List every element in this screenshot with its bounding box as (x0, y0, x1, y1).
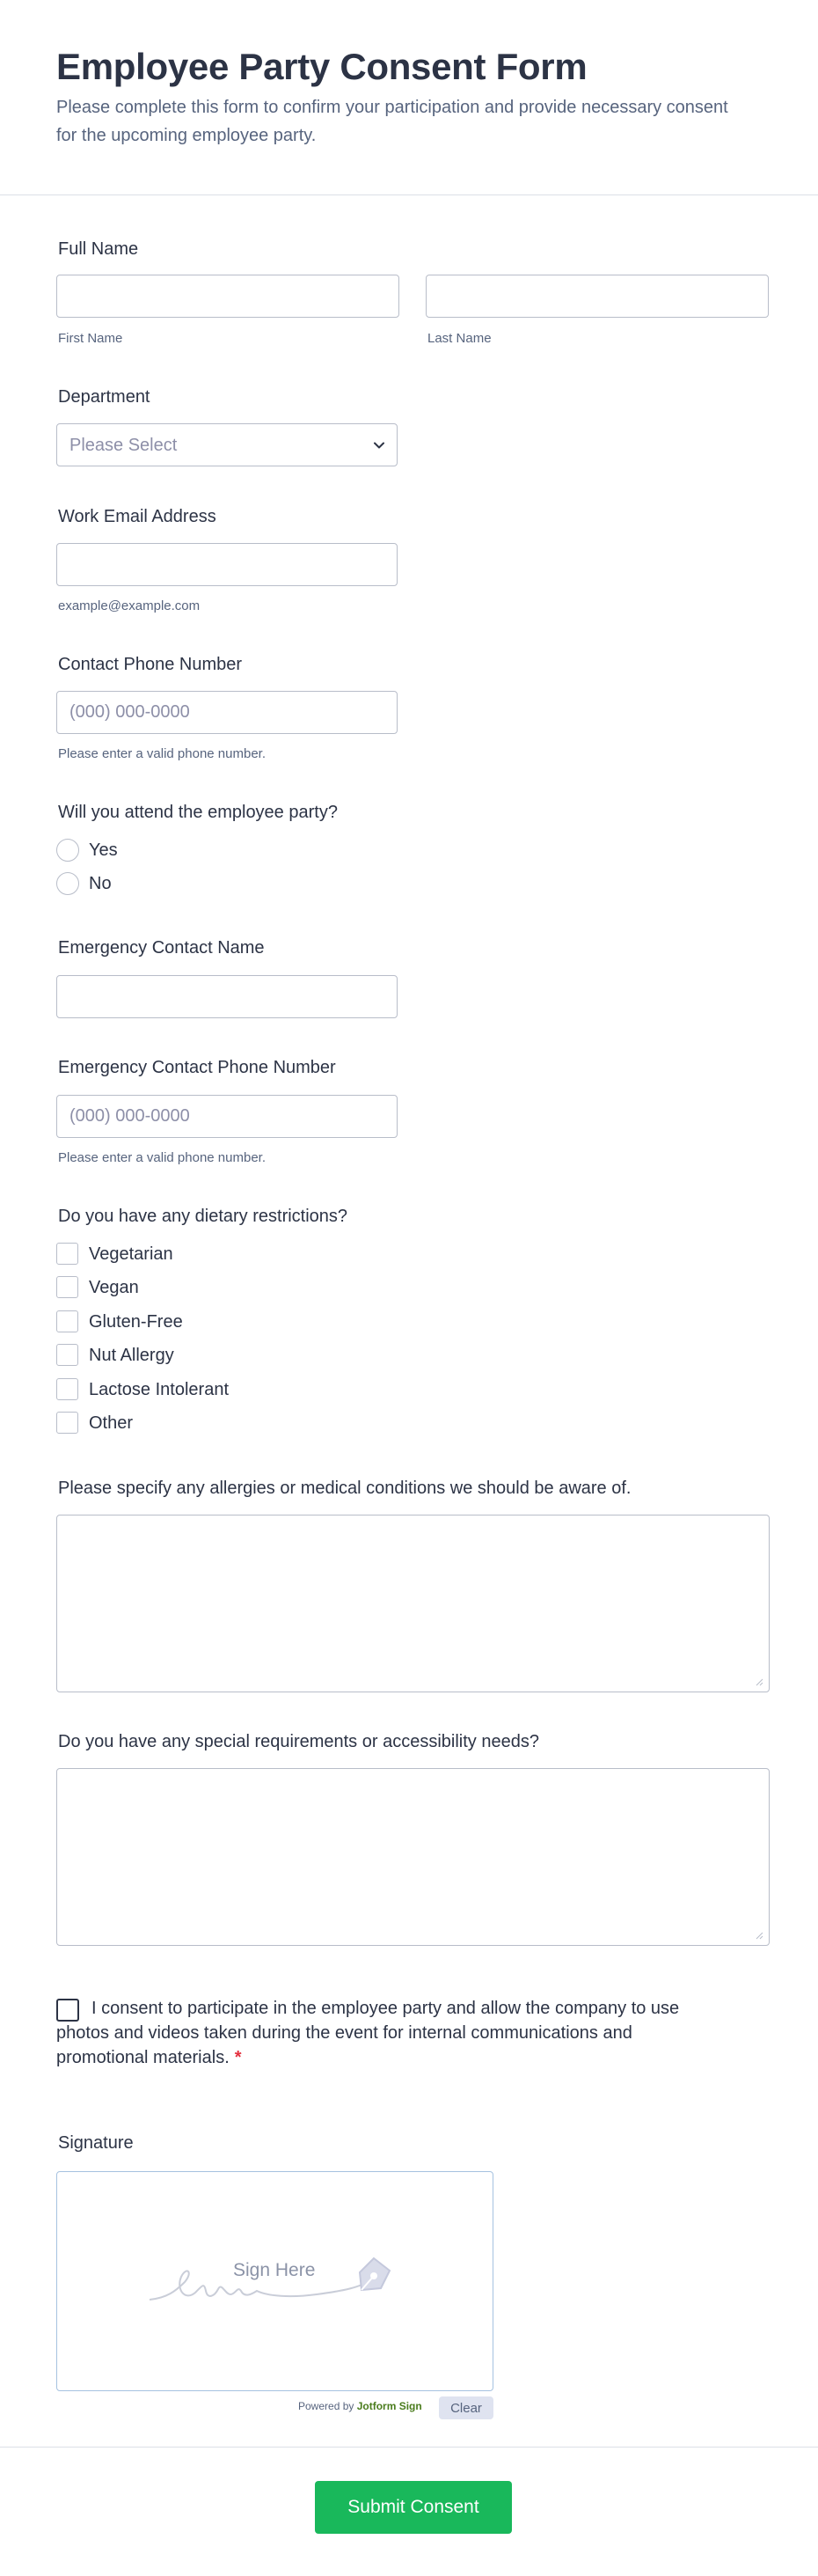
attend-option-label: No (89, 874, 112, 893)
dietary-option-nut-allergy[interactable] (56, 1344, 320, 1367)
emergency-name-label: Emergency Contact Name (58, 938, 265, 958)
phone-input[interactable] (56, 691, 398, 734)
emergency-phone-label: Emergency Contact Phone Number (58, 1058, 336, 1077)
dietary-option-label: Other (89, 1413, 134, 1433)
emergency-phone-input[interactable] (56, 1095, 398, 1138)
department-placeholder: Please Select (69, 436, 178, 455)
dietary-option-label: Vegetarian (89, 1244, 173, 1264)
dietary-option-gluten-free[interactable] (56, 1310, 320, 1333)
dietary-option-label: Vegan (89, 1278, 139, 1297)
dietary-option-label: Gluten-Free (89, 1312, 183, 1332)
attend-option-label: Yes (89, 840, 118, 860)
form-header (0, 0, 818, 195)
dietary-option-other[interactable] (56, 1412, 320, 1435)
emergency-name-input[interactable] (56, 975, 398, 1018)
powered-by (298, 2400, 422, 2412)
phone-label: Contact Phone Number (58, 655, 243, 674)
checkbox[interactable] (56, 1310, 78, 1332)
checkbox[interactable] (56, 1378, 78, 1400)
department-label: Department (58, 387, 150, 407)
radio-button[interactable] (56, 839, 79, 862)
signature-placeholder: Sign Here (233, 2260, 316, 2280)
special-textarea[interactable] (56, 1768, 770, 1946)
jotform-sign-brand: Jotform Sign (356, 2400, 422, 2412)
signature-label: Signature (58, 2133, 134, 2153)
powered-by-text: Powered by (298, 2400, 354, 2412)
department-select[interactable] (56, 423, 398, 466)
resize-grip-icon[interactable] (755, 1931, 763, 1940)
clear-signature-button[interactable]: Clear (439, 2396, 493, 2419)
checkbox[interactable] (56, 1412, 78, 1434)
chevron-down-icon (370, 437, 388, 454)
form-footer (0, 2447, 818, 2576)
checkbox[interactable] (56, 1276, 78, 1298)
checkbox[interactable] (56, 1243, 78, 1265)
dietary-option-lactose-intolerant[interactable] (56, 1378, 320, 1401)
pen-icon (354, 2255, 395, 2295)
dietary-option-vegetarian[interactable] (56, 1243, 320, 1266)
emergency-phone-sublabel: Please enter a valid phone number. (58, 1150, 266, 1165)
signature-pad[interactable] (56, 2171, 493, 2391)
radio-button[interactable] (56, 872, 79, 895)
dietary-option-vegan[interactable] (56, 1276, 320, 1299)
resize-grip-icon[interactable] (755, 1677, 763, 1686)
submit-button[interactable]: Submit Consent (315, 2481, 512, 2534)
email-input[interactable] (56, 543, 398, 586)
first-name-input[interactable] (56, 275, 399, 318)
full-name-label: Full Name (58, 239, 139, 259)
last-name-input[interactable] (426, 275, 769, 318)
consent-checkbox[interactable] (56, 1999, 79, 2022)
special-label: Do you have any special requirements or accessibility needs? (58, 1732, 539, 1751)
first-name-sublabel: First Name (58, 331, 123, 346)
dietary-option-label: Lactose Intolerant (89, 1380, 229, 1399)
form-title: Employee Party Consent Form (56, 46, 588, 87)
consent-text: I consent to participate in the employee party and allow the company to use photos and videos taken during the event for internal communications and promotional materials. (56, 1999, 680, 2067)
attend-label: Will you attend the employee party? (58, 803, 338, 822)
phone-sublabel: Please enter a valid phone number. (58, 746, 266, 761)
email-label: Work Email Address (58, 507, 216, 526)
allergies-textarea[interactable] (56, 1515, 770, 1692)
attend-option-no[interactable] (56, 872, 232, 895)
dietary-option-label: Nut Allergy (89, 1346, 174, 1365)
dietary-label: Do you have any dietary restrictions? (58, 1207, 348, 1226)
checkbox[interactable] (56, 1344, 78, 1366)
allergies-label: Please specify any allergies or medical conditions we should be aware of. (58, 1479, 632, 1498)
form-subtitle: Please complete this form to confirm your participation and provide necessary consent for the upcoming employee party. (56, 98, 728, 145)
consent-statement (56, 1996, 690, 2070)
last-name-sublabel: Last Name (427, 331, 492, 346)
email-sublabel: example@example.com (58, 598, 201, 613)
required-asterisk: * (234, 2048, 242, 2067)
attend-option-yes[interactable] (56, 839, 232, 862)
